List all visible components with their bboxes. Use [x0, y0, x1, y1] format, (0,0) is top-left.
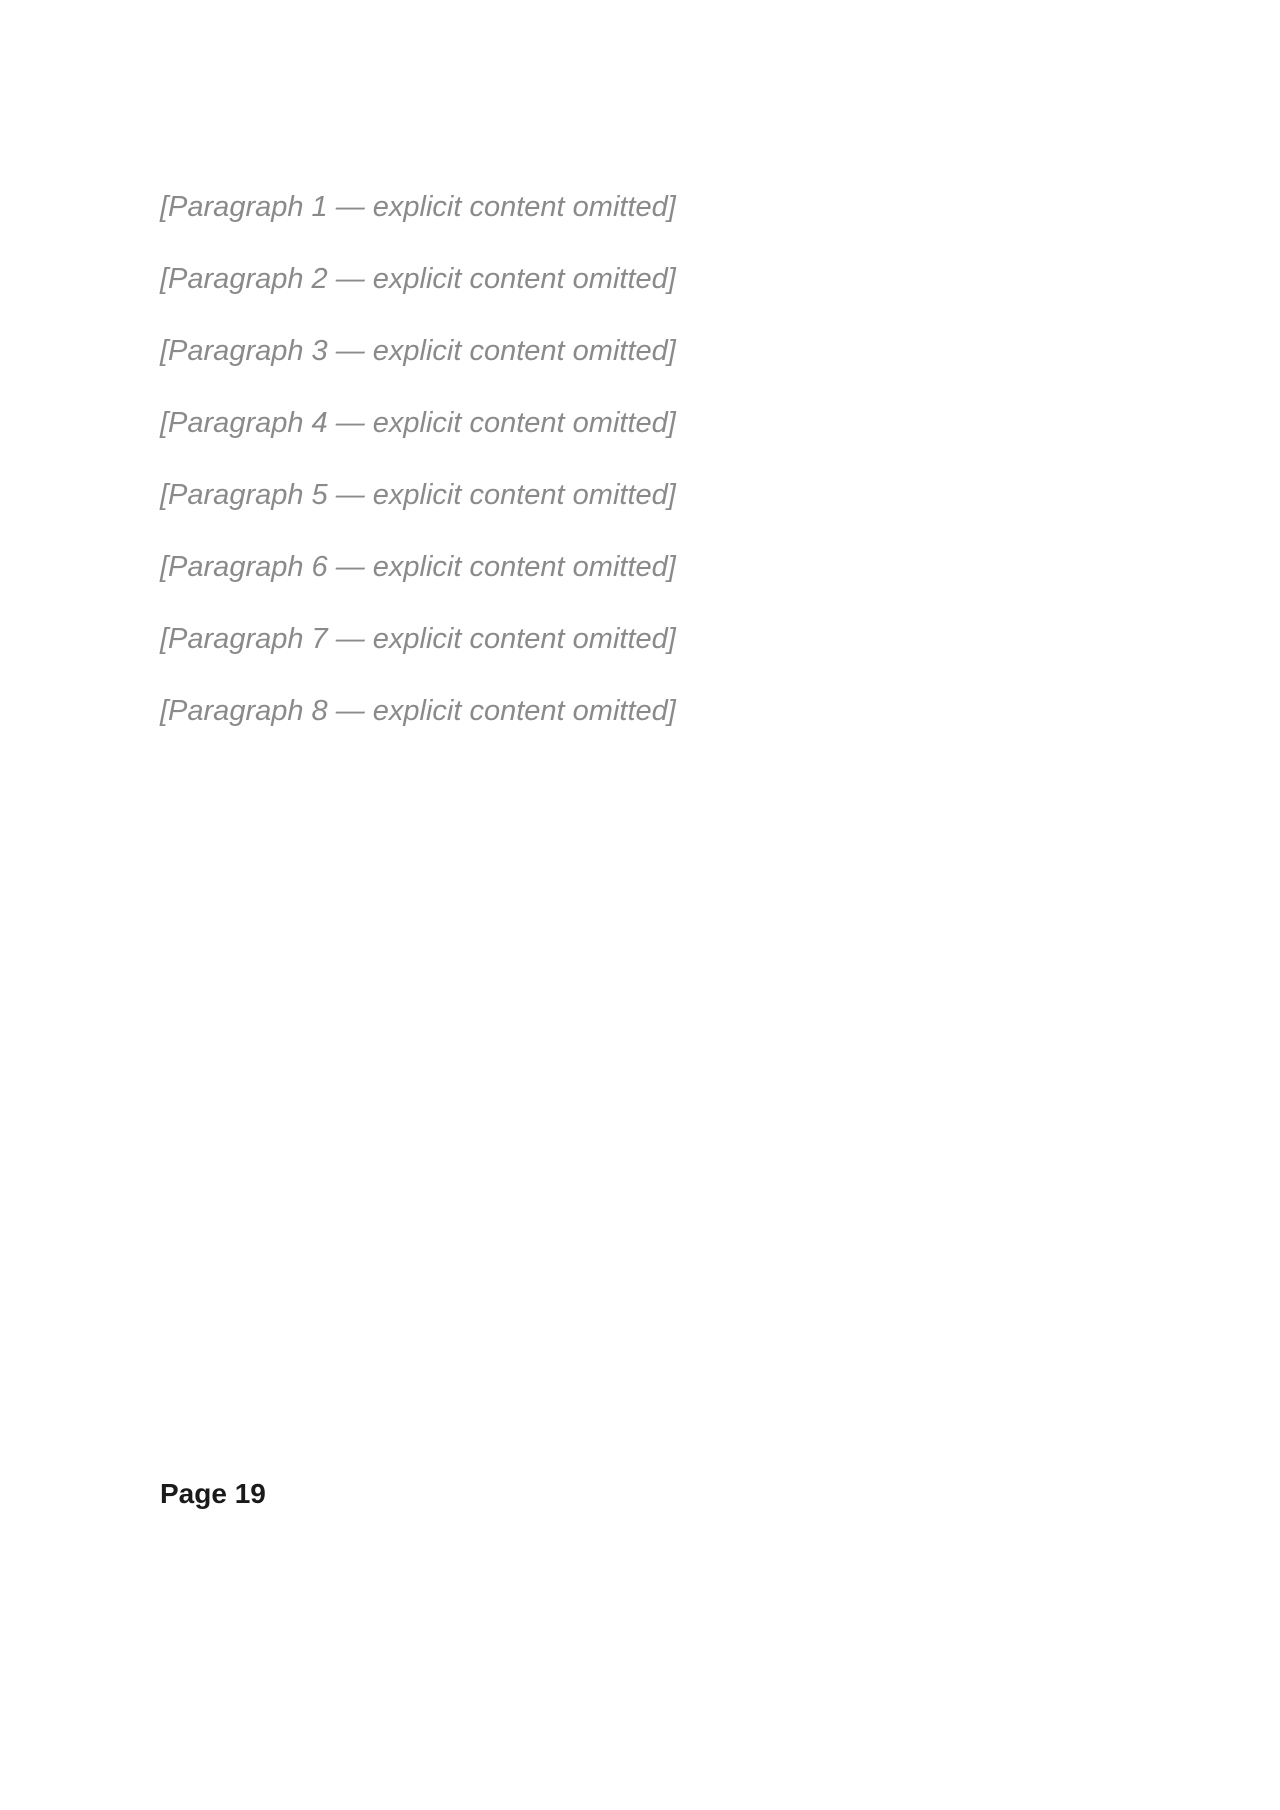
- paragraph: [Paragraph 3 — explicit content omitted]: [160, 335, 676, 367]
- paragraph: [Paragraph 7 — explicit content omitted]: [160, 623, 676, 655]
- paragraph: [Paragraph 2 — explicit content omitted]: [160, 263, 676, 295]
- body-text: [160, 185, 960, 761]
- paragraph: [Paragraph 1 — explicit content omitted]: [160, 191, 676, 223]
- paragraph: [Paragraph 6 — explicit content omitted]: [160, 551, 676, 583]
- paragraph: [Paragraph 4 — explicit content omitted]: [160, 407, 676, 439]
- paragraph: [Paragraph 5 — explicit content omitted]: [160, 479, 676, 511]
- page-number-label: Page 19: [160, 1478, 266, 1509]
- paragraph: [Paragraph 8 — explicit content omitted]: [160, 695, 676, 727]
